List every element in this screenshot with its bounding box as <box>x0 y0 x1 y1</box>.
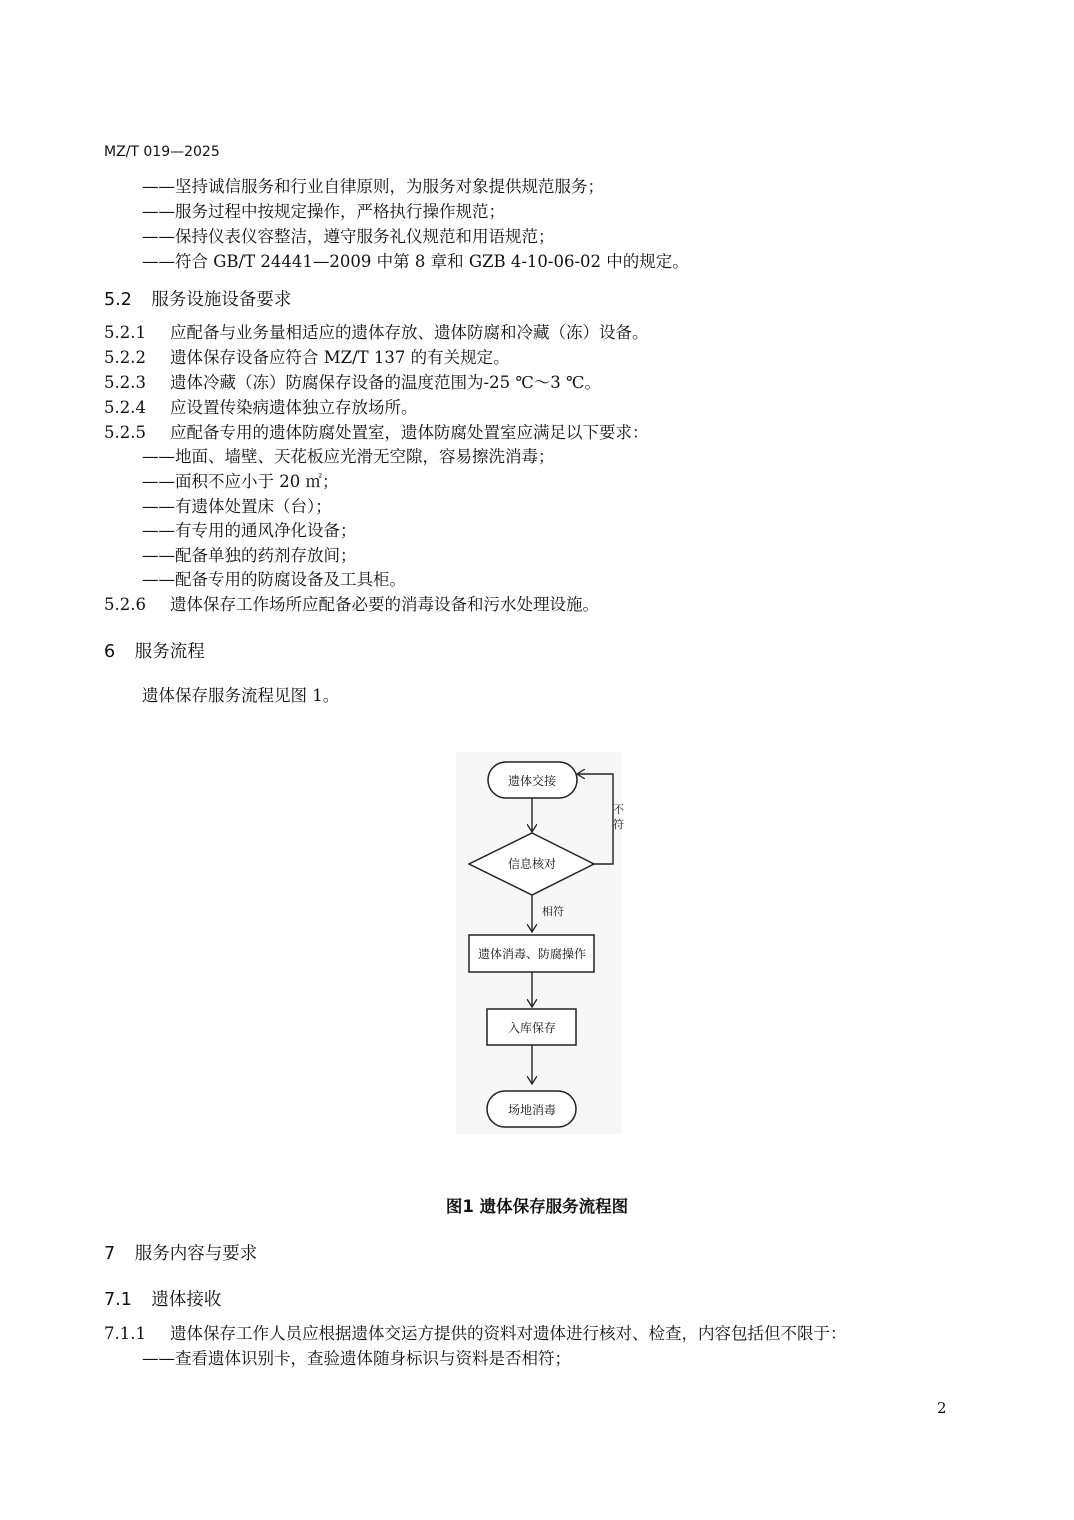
clause-number: 5.2.4 <box>104 398 146 417</box>
section-number: 7 <box>104 1244 116 1264</box>
section-heading-6 <box>104 638 205 663</box>
clause-text: 应配备专用的遗体防腐处置室，遗体防腐处置室应满足以下要求： <box>170 423 649 442</box>
section-heading-7-1 <box>104 1286 221 1311</box>
list-item: ——服务过程中按规定操作，严格执行操作规范； <box>142 202 505 221</box>
list-item: ——符合 GB/T 24441—2009 中第 8 章和 GZB 4-10-06-02 中的规定。 <box>142 252 689 271</box>
section-title: 服务内容与要求 <box>134 1244 258 1264</box>
list-item: ——有遗体处置床（台）； <box>142 497 332 516</box>
section-intro: 遗体保存服务流程见图 1。 <box>142 686 340 705</box>
section-heading-7 <box>104 1240 257 1265</box>
flow-label-mismatch: 不 <box>613 803 624 816</box>
clause-text: 遗体保存工作场所应配备必要的消毒设备和污水处理设施。 <box>170 595 599 614</box>
clause-number: 5.2.1 <box>104 323 146 342</box>
list-item: ——保持仪表仪容整洁，遵守服务礼仪规范和用语规范； <box>142 227 555 246</box>
list-item: ——查看遗体识别卡，查验遗体随身标识与资料是否相符； <box>142 1349 571 1368</box>
section-title: 服务设施设备要求 <box>151 290 292 310</box>
flow-node-store-label: 入库保存 <box>507 1021 557 1035</box>
flow-node-start-label: 遗体交接 <box>507 774 557 788</box>
list-item: ——配备单独的药剂存放间； <box>142 546 357 565</box>
flowchart <box>456 752 622 1134</box>
figure-caption: 图1 遗体保存服务流程图 <box>445 1197 629 1216</box>
list-item: ——配备专用的防腐设备及工具柜。 <box>142 570 406 589</box>
clause-number: 5.2.2 <box>104 348 146 367</box>
page-number: 2 <box>937 1399 947 1417</box>
clause-number: 5.2.6 <box>104 595 146 614</box>
clause-text: 应配备与业务量相适应的遗体存放、遗体防腐和冷藏（冻）设备。 <box>170 323 649 342</box>
list-item: ——地面、墙壁、天花板应光滑无空隙，容易擦洗消毒； <box>142 447 555 466</box>
clause-number: 7.1.1 <box>104 1324 146 1343</box>
flow-node-decision-label: 信息核对 <box>507 857 557 871</box>
flow-node-process-label: 遗体消毒、防腐操作 <box>477 947 587 961</box>
clause-text: 遗体保存工作人员应根据遗体交运方提供的资料对遗体进行核对、检查，内容包括但不限于： <box>170 1324 847 1343</box>
flow-node-end-label: 场地消毒 <box>507 1103 557 1117</box>
document-id: MZ/T 019—2025 <box>104 144 220 160</box>
flow-label-match: 相符 <box>542 905 564 918</box>
list-item: ——有专用的通风净化设备； <box>142 521 357 540</box>
section-title: 遗体接收 <box>151 1290 222 1310</box>
clause-text: 应设置传染病遗体独立存放场所。 <box>170 398 418 417</box>
clause-number: 5.2.5 <box>104 423 146 442</box>
clause-number: 5.2.3 <box>104 373 146 392</box>
clause-text: 遗体冷藏（冻）防腐保存设备的温度范围为-25 ℃～3 ℃。 <box>170 373 601 392</box>
clause-text: 遗体保存设备应符合 MZ/T 137 的有关规定。 <box>170 348 510 367</box>
section-number: 6 <box>104 642 116 662</box>
list-item: ——坚持诚信服务和行业自律原则，为服务对象提供规范服务； <box>142 177 604 196</box>
section-number: 5.2 <box>104 290 132 310</box>
section-number: 7.1 <box>104 1290 132 1310</box>
section-title: 服务流程 <box>134 642 205 662</box>
list-item: ——面积不应小于 20 ㎡； <box>142 472 339 491</box>
section-heading-5-2 <box>104 286 291 311</box>
flow-label-mismatch: 符 <box>613 818 624 831</box>
